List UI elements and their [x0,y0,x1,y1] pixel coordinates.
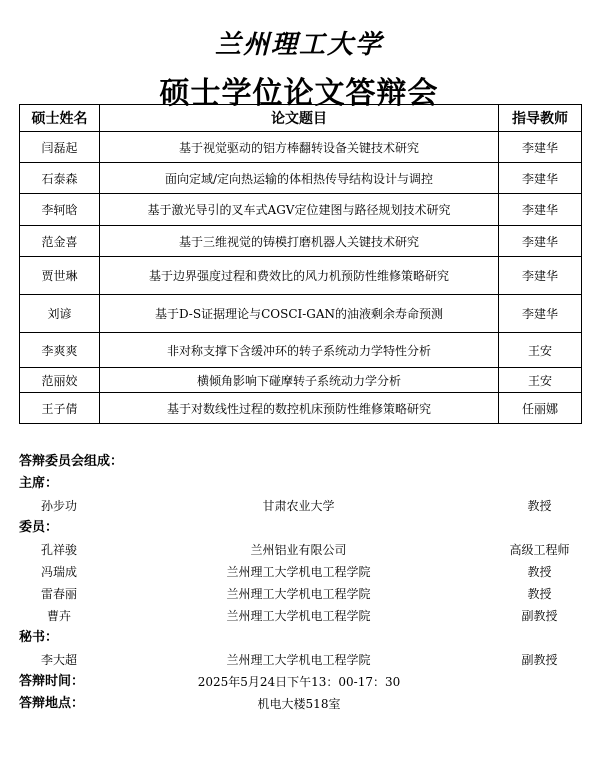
column-header-advisor: 指导教师 [499,105,582,132]
table-row [20,295,582,333]
member-name: 孙步功 [40,499,77,513]
student-name: 刘谚 [20,295,100,333]
defense-time-label: 答辩时间： [19,674,85,689]
member-name: 雷春丽 [40,587,77,601]
member-org: 兰州理工大学机电工程学院 [226,565,371,579]
advisor-name: 李建华 [499,194,582,226]
student-name: 贾世琳 [20,257,100,295]
defense-time-value: 2025年5月24日下午13：00-17：30 [197,675,401,689]
defense-place-row [19,693,581,715]
member-name: 曹卉 [46,609,71,623]
advisor-name: 王安 [499,368,582,393]
thesis-topic: 基于三维视觉的铸模打磨机器人关键技术研究 [100,226,499,257]
committee-row-member [19,539,581,561]
defense-time-row [19,671,581,693]
committee-row-member [19,561,581,583]
thesis-topic: 面向定域/定向热运输的体相热传导结构设计与调控 [100,163,499,194]
thesis-topic: 基于对数线性过程的数控机床预防性维修策略研究 [100,393,499,424]
advisor-name: 李建华 [499,295,582,333]
committee-row-member [19,605,581,627]
secretary-label: 秘书： [19,630,59,645]
advisor-name: 李建华 [499,226,582,257]
member-org: 兰州理工大学机电工程学院 [226,587,371,601]
student-name: 闫磊起 [20,132,100,163]
student-name: 王子倩 [20,393,100,424]
student-name: 石泰森 [20,163,100,194]
table-row [20,194,582,226]
thesis-topic: 基于边界强度过程和费效比的风力机预防性维修策略研究 [100,257,499,295]
chair-label: 主席： [19,476,59,491]
university-logo: 兰州理工大学 [214,30,383,60]
table-row [20,257,582,295]
defense-place-label: 答辩地点： [19,696,85,711]
student-name: 李轲晗 [20,194,100,226]
committee-row-secretary [19,649,581,671]
member-name: 李大超 [40,653,77,667]
member-org: 兰州理工大学机电工程学院 [226,609,371,623]
table-row [20,368,582,393]
table-row [20,393,582,424]
table-row [20,333,582,368]
committee-row-member [19,583,581,605]
student-name: 李爽爽 [20,333,100,368]
advisor-name: 李建华 [499,163,582,194]
member-title: 副教授 [521,609,558,623]
defense-place-value: 机电大楼518室 [257,697,341,711]
table-row [20,132,582,163]
column-header-name: 硕士姓名 [20,105,100,132]
advisor-name: 李建华 [499,132,582,163]
advisor-name: 王安 [499,333,582,368]
member-org: 甘肃农业大学 [262,499,335,513]
member-name: 冯瑞成 [40,565,77,579]
table-header-row [20,105,582,132]
member-title: 教授 [527,565,552,579]
thesis-topic: 基于视觉驱动的铝方棒翻转设备关键技术研究 [100,132,499,163]
thesis-topic: 非对称支撑下含缓冲环的转子系统动力学特性分析 [100,333,499,368]
thesis-topic: 基于激光导引的叉车式AGV定位建图与路径规划技术研究 [100,194,499,226]
advisor-name: 李建华 [499,257,582,295]
member-title: 高级工程师 [509,543,570,557]
committee-section [19,451,581,715]
member-org: 兰州理工大学机电工程学院 [226,653,371,667]
table-row [20,163,582,194]
thesis-topic: 横倾角影响下碰摩转子系统动力学分析 [100,368,499,393]
member-title: 教授 [527,587,552,601]
member-name: 孔祥骏 [40,543,77,557]
page-title: 硕士学位论文答辩会 [159,76,439,111]
member-title: 教授 [527,499,552,513]
member-title: 副教授 [521,653,558,667]
advisor-name: 任丽娜 [499,393,582,424]
student-name: 范丽姣 [20,368,100,393]
thesis-table [19,104,582,424]
table-row [20,226,582,257]
column-header-topic: 论文题目 [100,105,499,132]
members-label: 委员： [19,520,59,535]
member-org: 兰州铝业有限公司 [250,543,347,557]
student-name: 范金喜 [20,226,100,257]
committee-row-chair [19,495,581,517]
thesis-topic: 基于D-S证据理论与COSCI-GAN的油液剩余寿命预测 [100,295,499,333]
committee-heading: 答辩委员会组成： [19,454,124,469]
